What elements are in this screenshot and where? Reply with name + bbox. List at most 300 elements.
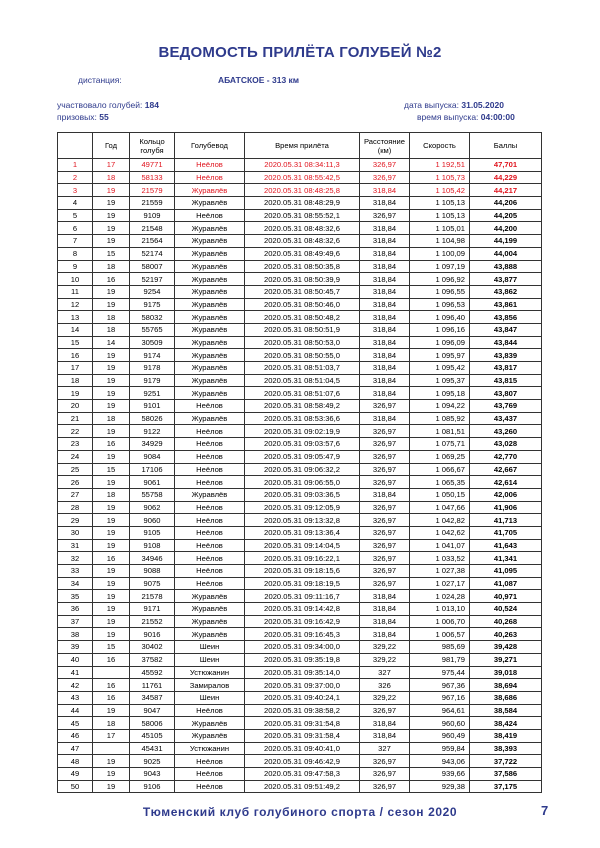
cell-distance: 326,97 xyxy=(360,565,410,578)
cell-year: 19 xyxy=(93,615,130,628)
cell-year: 19 xyxy=(93,235,130,248)
cell-ring: 58006 xyxy=(130,717,175,730)
cell-year: 19 xyxy=(93,400,130,413)
cell-place: 46 xyxy=(58,729,93,742)
cell-distance: 318,84 xyxy=(360,285,410,298)
cell-ring: 55758 xyxy=(130,488,175,501)
cell-distance: 326,97 xyxy=(360,450,410,463)
table-row xyxy=(58,260,542,273)
col-header-speed: Скорость xyxy=(410,133,470,159)
cell-year: 19 xyxy=(93,565,130,578)
distance-label: дистанция: xyxy=(78,75,122,85)
cell-year: 18 xyxy=(93,171,130,184)
cell-points: 39,271 xyxy=(470,653,542,666)
cell-year: 19 xyxy=(93,298,130,311)
cell-arrival-time: 2020.05.31 08:48:29,9 xyxy=(245,197,360,210)
cell-arrival-time: 2020.05.31 08:48:25,8 xyxy=(245,184,360,197)
cell-year: 19 xyxy=(93,780,130,793)
table-row xyxy=(58,577,542,590)
cell-place: 1 xyxy=(58,159,93,172)
footer-text: Тюменский клуб голубиного спорта / сезон 2020 xyxy=(142,805,458,819)
cell-arrival-time: 2020.05.31 09:06:32,2 xyxy=(245,463,360,476)
cell-breeder: Журавлёв xyxy=(175,235,245,248)
cell-arrival-time: 2020.05.31 09:16:42,9 xyxy=(245,615,360,628)
cell-year: 18 xyxy=(93,260,130,273)
cell-place: 11 xyxy=(58,285,93,298)
cell-year: 19 xyxy=(93,222,130,235)
table-row xyxy=(58,717,542,730)
cell-ring: 45105 xyxy=(130,729,175,742)
cell-place: 37 xyxy=(58,615,93,628)
cell-ring: 58032 xyxy=(130,311,175,324)
release-date-value: 31.05.2020 xyxy=(461,100,504,110)
cell-speed: 1 081,51 xyxy=(410,425,470,438)
cell-distance: 318,84 xyxy=(360,615,410,628)
cell-place: 21 xyxy=(58,412,93,425)
cell-distance: 318,84 xyxy=(360,247,410,260)
prize-label: призовых: xyxy=(57,112,97,122)
cell-year: 16 xyxy=(93,552,130,565)
cell-breeder: Журавлёв xyxy=(175,323,245,336)
cell-points: 44,205 xyxy=(470,209,542,222)
cell-ring: 34587 xyxy=(130,691,175,704)
cell-distance: 318,84 xyxy=(360,603,410,616)
cell-place: 14 xyxy=(58,323,93,336)
table-row xyxy=(58,615,542,628)
col-header-distance: Расстояние (км) xyxy=(360,133,410,159)
table-row xyxy=(58,729,542,742)
release-date-info xyxy=(404,100,504,110)
cell-speed: 1 095,18 xyxy=(410,387,470,400)
cell-ring: 17106 xyxy=(130,463,175,476)
cell-place: 16 xyxy=(58,349,93,362)
cell-speed: 1 006,70 xyxy=(410,615,470,628)
cell-speed: 1 097,19 xyxy=(410,260,470,273)
cell-place: 17 xyxy=(58,362,93,375)
cell-arrival-time: 2020.05.31 09:03:36,5 xyxy=(245,488,360,501)
cell-breeder: Журавлёв xyxy=(175,628,245,641)
cell-breeder: Неёлов xyxy=(175,450,245,463)
cell-arrival-time: 2020.05.31 08:53:36,6 xyxy=(245,412,360,425)
cell-arrival-time: 2020.05.31 09:05:47,9 xyxy=(245,450,360,463)
cell-speed: 1 006,57 xyxy=(410,628,470,641)
cell-breeder: Журавлёв xyxy=(175,285,245,298)
cell-points: 43,861 xyxy=(470,298,542,311)
cell-ring: 9175 xyxy=(130,298,175,311)
cell-distance: 329,22 xyxy=(360,691,410,704)
cell-ring: 30402 xyxy=(130,641,175,654)
cell-ring: 9016 xyxy=(130,628,175,641)
col-header-place xyxy=(58,133,93,159)
table-row xyxy=(58,400,542,413)
cell-breeder: Неёлов xyxy=(175,780,245,793)
cell-points: 44,217 xyxy=(470,184,542,197)
col-header-breeder: Голубевод xyxy=(175,133,245,159)
cell-arrival-time: 2020.05.31 08:50:55,0 xyxy=(245,349,360,362)
cell-distance: 318,84 xyxy=(360,273,410,286)
cell-breeder: Журавлёв xyxy=(175,729,245,742)
cell-place: 35 xyxy=(58,590,93,603)
table-row xyxy=(58,374,542,387)
cell-arrival-time: 2020.05.31 09:31:58,4 xyxy=(245,729,360,742)
cell-arrival-time: 2020.05.31 08:58:49,2 xyxy=(245,400,360,413)
cell-ring: 52174 xyxy=(130,247,175,260)
cell-arrival-time: 2020.05.31 09:16:22,1 xyxy=(245,552,360,565)
cell-distance: 326,97 xyxy=(360,159,410,172)
cell-place: 9 xyxy=(58,260,93,273)
cell-breeder: Неёлов xyxy=(175,768,245,781)
table-row xyxy=(58,273,542,286)
results-table xyxy=(57,132,542,793)
cell-points: 37,586 xyxy=(470,768,542,781)
cell-year: 19 xyxy=(93,476,130,489)
cell-speed: 1 024,28 xyxy=(410,590,470,603)
cell-points: 43,807 xyxy=(470,387,542,400)
cell-speed: 1 013,10 xyxy=(410,603,470,616)
cell-breeder: Журавлёв xyxy=(175,488,245,501)
cell-arrival-time: 2020.05.31 09:13:32,8 xyxy=(245,514,360,527)
cell-breeder: Журавлёв xyxy=(175,298,245,311)
cell-speed: 1 105,13 xyxy=(410,197,470,210)
cell-speed: 1 027,17 xyxy=(410,577,470,590)
cell-place: 18 xyxy=(58,374,93,387)
cell-arrival-time: 2020.05.31 09:35:14,0 xyxy=(245,666,360,679)
cell-arrival-time: 2020.05.31 09:11:16,7 xyxy=(245,590,360,603)
cell-distance: 318,84 xyxy=(360,374,410,387)
cell-points: 41,906 xyxy=(470,501,542,514)
cell-speed: 960,49 xyxy=(410,729,470,742)
cell-speed: 1 042,82 xyxy=(410,514,470,527)
cell-ring: 9105 xyxy=(130,526,175,539)
cell-arrival-time: 2020.05.31 09:38:58,2 xyxy=(245,704,360,717)
cell-points: 41,341 xyxy=(470,552,542,565)
cell-points: 42,667 xyxy=(470,463,542,476)
cell-breeder: Неёлов xyxy=(175,755,245,768)
cell-speed: 1 096,09 xyxy=(410,336,470,349)
cell-points: 39,018 xyxy=(470,666,542,679)
cell-ring: 9047 xyxy=(130,704,175,717)
cell-speed: 1 085,92 xyxy=(410,412,470,425)
page-number: 7 xyxy=(541,803,549,818)
cell-place: 19 xyxy=(58,387,93,400)
cell-ring: 21564 xyxy=(130,235,175,248)
cell-ring: 21578 xyxy=(130,590,175,603)
cell-points: 38,424 xyxy=(470,717,542,730)
cell-breeder: Неёлов xyxy=(175,514,245,527)
cell-place: 27 xyxy=(58,488,93,501)
cell-arrival-time: 2020.05.31 09:16:45,3 xyxy=(245,628,360,641)
cell-place: 15 xyxy=(58,336,93,349)
table-row xyxy=(58,780,542,793)
cell-distance: 318,84 xyxy=(360,717,410,730)
cell-place: 24 xyxy=(58,450,93,463)
cell-distance: 318,84 xyxy=(360,349,410,362)
cell-place: 43 xyxy=(58,691,93,704)
cell-year: 19 xyxy=(93,577,130,590)
table-row xyxy=(58,768,542,781)
cell-points: 40,268 xyxy=(470,615,542,628)
cell-breeder: Неёлов xyxy=(175,565,245,578)
cell-arrival-time: 2020.05.31 08:50:51,9 xyxy=(245,323,360,336)
cell-arrival-time: 2020.05.31 09:14:04,5 xyxy=(245,539,360,552)
cell-year: 19 xyxy=(93,450,130,463)
table-row xyxy=(58,285,542,298)
table-row xyxy=(58,526,542,539)
cell-year: 17 xyxy=(93,729,130,742)
cell-arrival-time: 2020.05.31 08:51:07,6 xyxy=(245,387,360,400)
cell-year: 15 xyxy=(93,247,130,260)
table-row xyxy=(58,298,542,311)
cell-ring: 49771 xyxy=(130,159,175,172)
cell-arrival-time: 2020.05.31 09:03:57,6 xyxy=(245,438,360,451)
cell-place: 23 xyxy=(58,438,93,451)
cell-points: 38,686 xyxy=(470,691,542,704)
cell-breeder: Неёлов xyxy=(175,209,245,222)
cell-points: 43,815 xyxy=(470,374,542,387)
cell-speed: 960,60 xyxy=(410,717,470,730)
table-row xyxy=(58,450,542,463)
cell-distance: 326,97 xyxy=(360,425,410,438)
cell-ring: 9088 xyxy=(130,565,175,578)
cell-speed: 1 047,66 xyxy=(410,501,470,514)
cell-points: 38,419 xyxy=(470,729,542,742)
cell-distance: 326,97 xyxy=(360,463,410,476)
cell-speed: 1 065,35 xyxy=(410,476,470,489)
cell-ring: 30509 xyxy=(130,336,175,349)
cell-points: 43,769 xyxy=(470,400,542,413)
cell-speed: 1 096,55 xyxy=(410,285,470,298)
cell-ring: 9254 xyxy=(130,285,175,298)
cell-distance: 326,97 xyxy=(360,704,410,717)
cell-arrival-time: 2020.05.31 09:35:19,8 xyxy=(245,653,360,666)
cell-points: 38,393 xyxy=(470,742,542,755)
table-row xyxy=(58,590,542,603)
cell-year xyxy=(93,742,130,755)
table-header-row xyxy=(58,133,542,159)
cell-year: 19 xyxy=(93,704,130,717)
cell-year: 19 xyxy=(93,425,130,438)
cell-ring: 9043 xyxy=(130,768,175,781)
cell-speed: 967,16 xyxy=(410,691,470,704)
cell-place: 45 xyxy=(58,717,93,730)
cell-year: 19 xyxy=(93,501,130,514)
cell-distance: 318,84 xyxy=(360,387,410,400)
table-row xyxy=(58,349,542,362)
cell-ring: 9084 xyxy=(130,450,175,463)
cell-speed: 1 095,42 xyxy=(410,362,470,375)
cell-ring: 9179 xyxy=(130,374,175,387)
cell-place: 33 xyxy=(58,565,93,578)
table-row xyxy=(58,653,542,666)
cell-points: 43,028 xyxy=(470,438,542,451)
cell-distance: 326,97 xyxy=(360,780,410,793)
cell-points: 44,200 xyxy=(470,222,542,235)
cell-points: 43,260 xyxy=(470,425,542,438)
cell-ring: 21548 xyxy=(130,222,175,235)
cell-place: 2 xyxy=(58,171,93,184)
cell-breeder: Шеин xyxy=(175,641,245,654)
table-row xyxy=(58,514,542,527)
cell-place: 47 xyxy=(58,742,93,755)
cell-year: 17 xyxy=(93,159,130,172)
cell-place: 5 xyxy=(58,209,93,222)
cell-distance: 326,97 xyxy=(360,768,410,781)
table-row xyxy=(58,171,542,184)
table-row xyxy=(58,247,542,260)
cell-points: 41,087 xyxy=(470,577,542,590)
cell-arrival-time: 2020.05.31 09:47:58,3 xyxy=(245,768,360,781)
cell-breeder: Журавлёв xyxy=(175,184,245,197)
table-row xyxy=(58,679,542,692)
cell-ring: 45431 xyxy=(130,742,175,755)
table-row xyxy=(58,438,542,451)
cell-place: 13 xyxy=(58,311,93,324)
cell-place: 32 xyxy=(58,552,93,565)
cell-points: 40,524 xyxy=(470,603,542,616)
cell-speed: 1 105,73 xyxy=(410,171,470,184)
cell-points: 42,770 xyxy=(470,450,542,463)
cell-breeder: Шеин xyxy=(175,691,245,704)
cell-ring: 58007 xyxy=(130,260,175,273)
table-body xyxy=(58,159,542,793)
cell-year: 19 xyxy=(93,285,130,298)
cell-points: 43,877 xyxy=(470,273,542,286)
cell-distance: 327 xyxy=(360,666,410,679)
cell-distance: 318,84 xyxy=(360,323,410,336)
cell-place: 42 xyxy=(58,679,93,692)
cell-speed: 1 096,40 xyxy=(410,311,470,324)
cell-distance: 326 xyxy=(360,679,410,692)
cell-place: 7 xyxy=(58,235,93,248)
cell-breeder: Неёлов xyxy=(175,539,245,552)
cell-breeder: Шеин xyxy=(175,653,245,666)
cell-speed: 1 041,07 xyxy=(410,539,470,552)
cell-place: 44 xyxy=(58,704,93,717)
cell-year: 19 xyxy=(93,755,130,768)
cell-distance: 318,84 xyxy=(360,197,410,210)
cell-speed: 1 104,98 xyxy=(410,235,470,248)
cell-distance: 326,97 xyxy=(360,400,410,413)
cell-place: 48 xyxy=(58,755,93,768)
release-time-info xyxy=(417,112,515,122)
cell-breeder: Неёлов xyxy=(175,501,245,514)
table-row xyxy=(58,209,542,222)
cell-speed: 981,79 xyxy=(410,653,470,666)
cell-place: 26 xyxy=(58,476,93,489)
table-row xyxy=(58,565,542,578)
cell-points: 39,428 xyxy=(470,641,542,654)
cell-place: 34 xyxy=(58,577,93,590)
cell-ring: 34929 xyxy=(130,438,175,451)
cell-ring: 9174 xyxy=(130,349,175,362)
cell-distance: 318,84 xyxy=(360,488,410,501)
cell-ring: 9060 xyxy=(130,514,175,527)
table-row xyxy=(58,628,542,641)
prize-info xyxy=(57,112,109,122)
table-row xyxy=(58,704,542,717)
cell-arrival-time: 2020.05.31 08:55:42,5 xyxy=(245,171,360,184)
table-row xyxy=(58,666,542,679)
cell-speed: 929,38 xyxy=(410,780,470,793)
cell-distance: 327 xyxy=(360,742,410,755)
cell-breeder: Журавлёв xyxy=(175,374,245,387)
cell-breeder: Неёлов xyxy=(175,577,245,590)
cell-points: 44,199 xyxy=(470,235,542,248)
prize-value: 55 xyxy=(99,112,109,122)
cell-breeder: Журавлёв xyxy=(175,590,245,603)
cell-points: 37,175 xyxy=(470,780,542,793)
cell-arrival-time: 2020.05.31 09:40:24,1 xyxy=(245,691,360,704)
col-header-ring: Кольцо голубя xyxy=(130,133,175,159)
cell-place: 30 xyxy=(58,526,93,539)
cell-arrival-time: 2020.05.31 09:37:00,0 xyxy=(245,679,360,692)
cell-arrival-time: 2020.05.31 08:34:11,3 xyxy=(245,159,360,172)
cell-speed: 1 096,16 xyxy=(410,323,470,336)
cell-distance: 318,84 xyxy=(360,235,410,248)
cell-year: 19 xyxy=(93,184,130,197)
cell-points: 37,722 xyxy=(470,755,542,768)
cell-year: 19 xyxy=(93,209,130,222)
cell-ring: 9061 xyxy=(130,476,175,489)
cell-breeder: Неёлов xyxy=(175,159,245,172)
cell-place: 20 xyxy=(58,400,93,413)
cell-breeder: Журавлёв xyxy=(175,336,245,349)
table-row xyxy=(58,362,542,375)
cell-breeder: Неёлов xyxy=(175,704,245,717)
cell-distance: 318,84 xyxy=(360,336,410,349)
table-row xyxy=(58,501,542,514)
cell-distance: 326,97 xyxy=(360,438,410,451)
cell-speed: 1 069,25 xyxy=(410,450,470,463)
cell-year: 19 xyxy=(93,539,130,552)
participated-value: 184 xyxy=(144,100,159,110)
cell-year: 19 xyxy=(93,603,130,616)
cell-distance: 318,84 xyxy=(360,311,410,324)
cell-points: 41,095 xyxy=(470,565,542,578)
table-row xyxy=(58,755,542,768)
cell-points: 38,694 xyxy=(470,679,542,692)
cell-points: 41,643 xyxy=(470,539,542,552)
cell-place: 22 xyxy=(58,425,93,438)
cell-place: 31 xyxy=(58,539,93,552)
table-row xyxy=(58,323,542,336)
cell-place: 38 xyxy=(58,628,93,641)
cell-year: 16 xyxy=(93,679,130,692)
cell-distance: 326,97 xyxy=(360,539,410,552)
cell-distance: 329,22 xyxy=(360,641,410,654)
cell-points: 47,701 xyxy=(470,159,542,172)
cell-arrival-time: 2020.05.31 08:48:32,6 xyxy=(245,222,360,235)
cell-speed: 1 066,67 xyxy=(410,463,470,476)
release-time-value: 04:00:00 xyxy=(480,112,515,122)
cell-points: 44,206 xyxy=(470,197,542,210)
cell-speed: 1 105,13 xyxy=(410,209,470,222)
table-row xyxy=(58,603,542,616)
cell-year: 18 xyxy=(93,412,130,425)
cell-breeder: Журавлёв xyxy=(175,615,245,628)
cell-arrival-time: 2020.05.31 08:55:52,1 xyxy=(245,209,360,222)
cell-breeder: Журавлёв xyxy=(175,247,245,260)
cell-points: 41,705 xyxy=(470,526,542,539)
cell-place: 12 xyxy=(58,298,93,311)
cell-arrival-time: 2020.05.31 08:50:35,8 xyxy=(245,260,360,273)
cell-arrival-time: 2020.05.31 09:18:19,5 xyxy=(245,577,360,590)
cell-arrival-time: 2020.05.31 08:50:39,9 xyxy=(245,273,360,286)
cell-ring: 9101 xyxy=(130,400,175,413)
cell-breeder: Неёлов xyxy=(175,425,245,438)
cell-year: 16 xyxy=(93,273,130,286)
table-row xyxy=(58,691,542,704)
